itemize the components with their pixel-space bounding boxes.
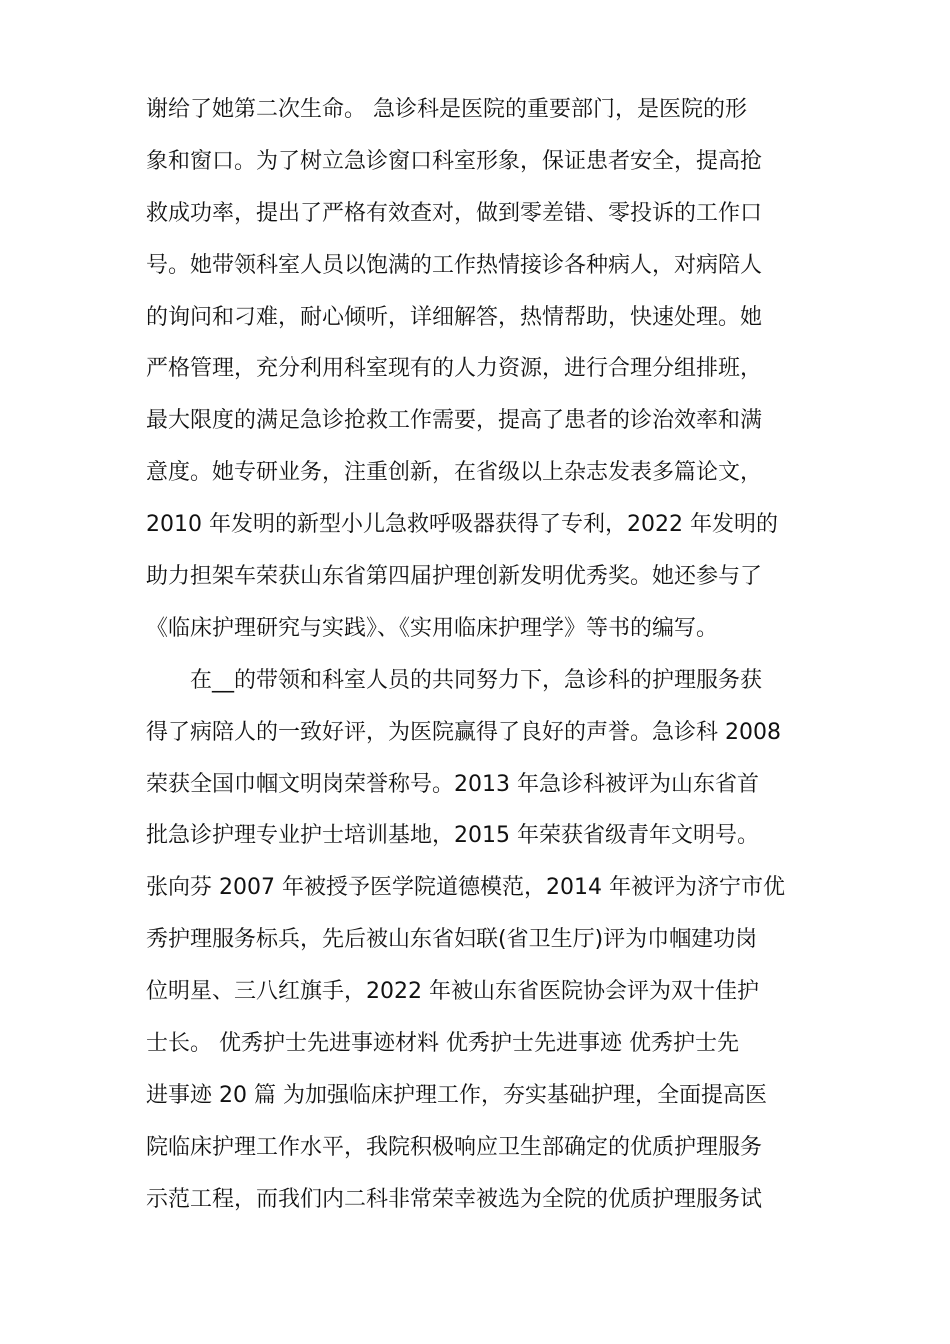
text-line: 谢给了她第二次生命。 急诊科是医院的重要部门，是医院的形 [146, 97, 747, 122]
text-line: 位明星、三八红旗手，2022 年被山东省医院协会评为双十佳护 [146, 979, 759, 1005]
text-line: 士长。 优秀护士先进事迹材料 优秀护士先进事迹 优秀护士先 [146, 1031, 739, 1057]
text-line: 进事迹 20 篇 为加强临床护理工作，夯实基础护理，全面提高医 [146, 1082, 767, 1108]
text-line: 批急诊护理专业护士培训基地，2015 年荣获省级青年文明号。 [146, 823, 759, 849]
text-line: 最大限度的满足急诊抢救工作需要，提高了患者的诊治效率和满 [146, 408, 763, 434]
text-line: 2010 年发明的新型小儿急救呼吸器获得了专利，2022 年发明的 [146, 512, 778, 538]
text-line: 得了病陪人的一致好评，为医院赢得了良好的声誉。急诊科 2008 [146, 719, 781, 745]
document-body [146, 84, 826, 1226]
text-line: 《临床护理研究与实践》、《实用临床护理学》等书的编写。 [146, 615, 719, 641]
text-line: 助力担架车荣获山东省第四届护理创新发明优秀奖。她还参与了 [146, 564, 763, 590]
text-line: 象和窗口。为了树立急诊窗口科室形象，保证患者安全，提高抢 [146, 148, 763, 174]
text-line: 荣获全国巾帼文明岗荣誉称号。2013 年急诊科被评为山东省首 [146, 771, 759, 797]
text-line: 示范工程，而我们内二科非常荣幸被选为全院的优质护理服务试 [146, 1186, 763, 1212]
text-line: 意度。她专研业务，注重创新，在省级以上杂志发表多篇论文， [146, 460, 763, 486]
text-line: 严格管理，充分利用科室现有的人力资源，进行合理分组排班， [146, 356, 763, 382]
text-line: 号。她带领科室人员以饱满的工作热情接诊各种病人，对病陪人 [146, 252, 763, 278]
text-line-indented: 在__的带领和科室人员的共同努力下，急诊科的护理服务获 [190, 667, 763, 693]
text-line: 院临床护理工作水平，我院积极响应卫生部确定的优质护理服务 [146, 1134, 763, 1160]
paragraph-2 [146, 655, 826, 1226]
text-line: 救成功率，提出了严格有效查对，做到零差错、零投诉的工作口 [146, 200, 763, 226]
text-line: 的询问和刁难，耐心倾听，详细解答，热情帮助，快速处理。她 [146, 304, 763, 330]
paragraph-1 [146, 84, 826, 655]
text-line: 秀护理服务标兵，先后被山东省妇联(省卫生厅)评为巾帼建功岗 [146, 927, 758, 953]
text-line: 张向芬 2007 年被授予医学院道德模范，2014 年被评为济宁市优 [146, 875, 785, 901]
